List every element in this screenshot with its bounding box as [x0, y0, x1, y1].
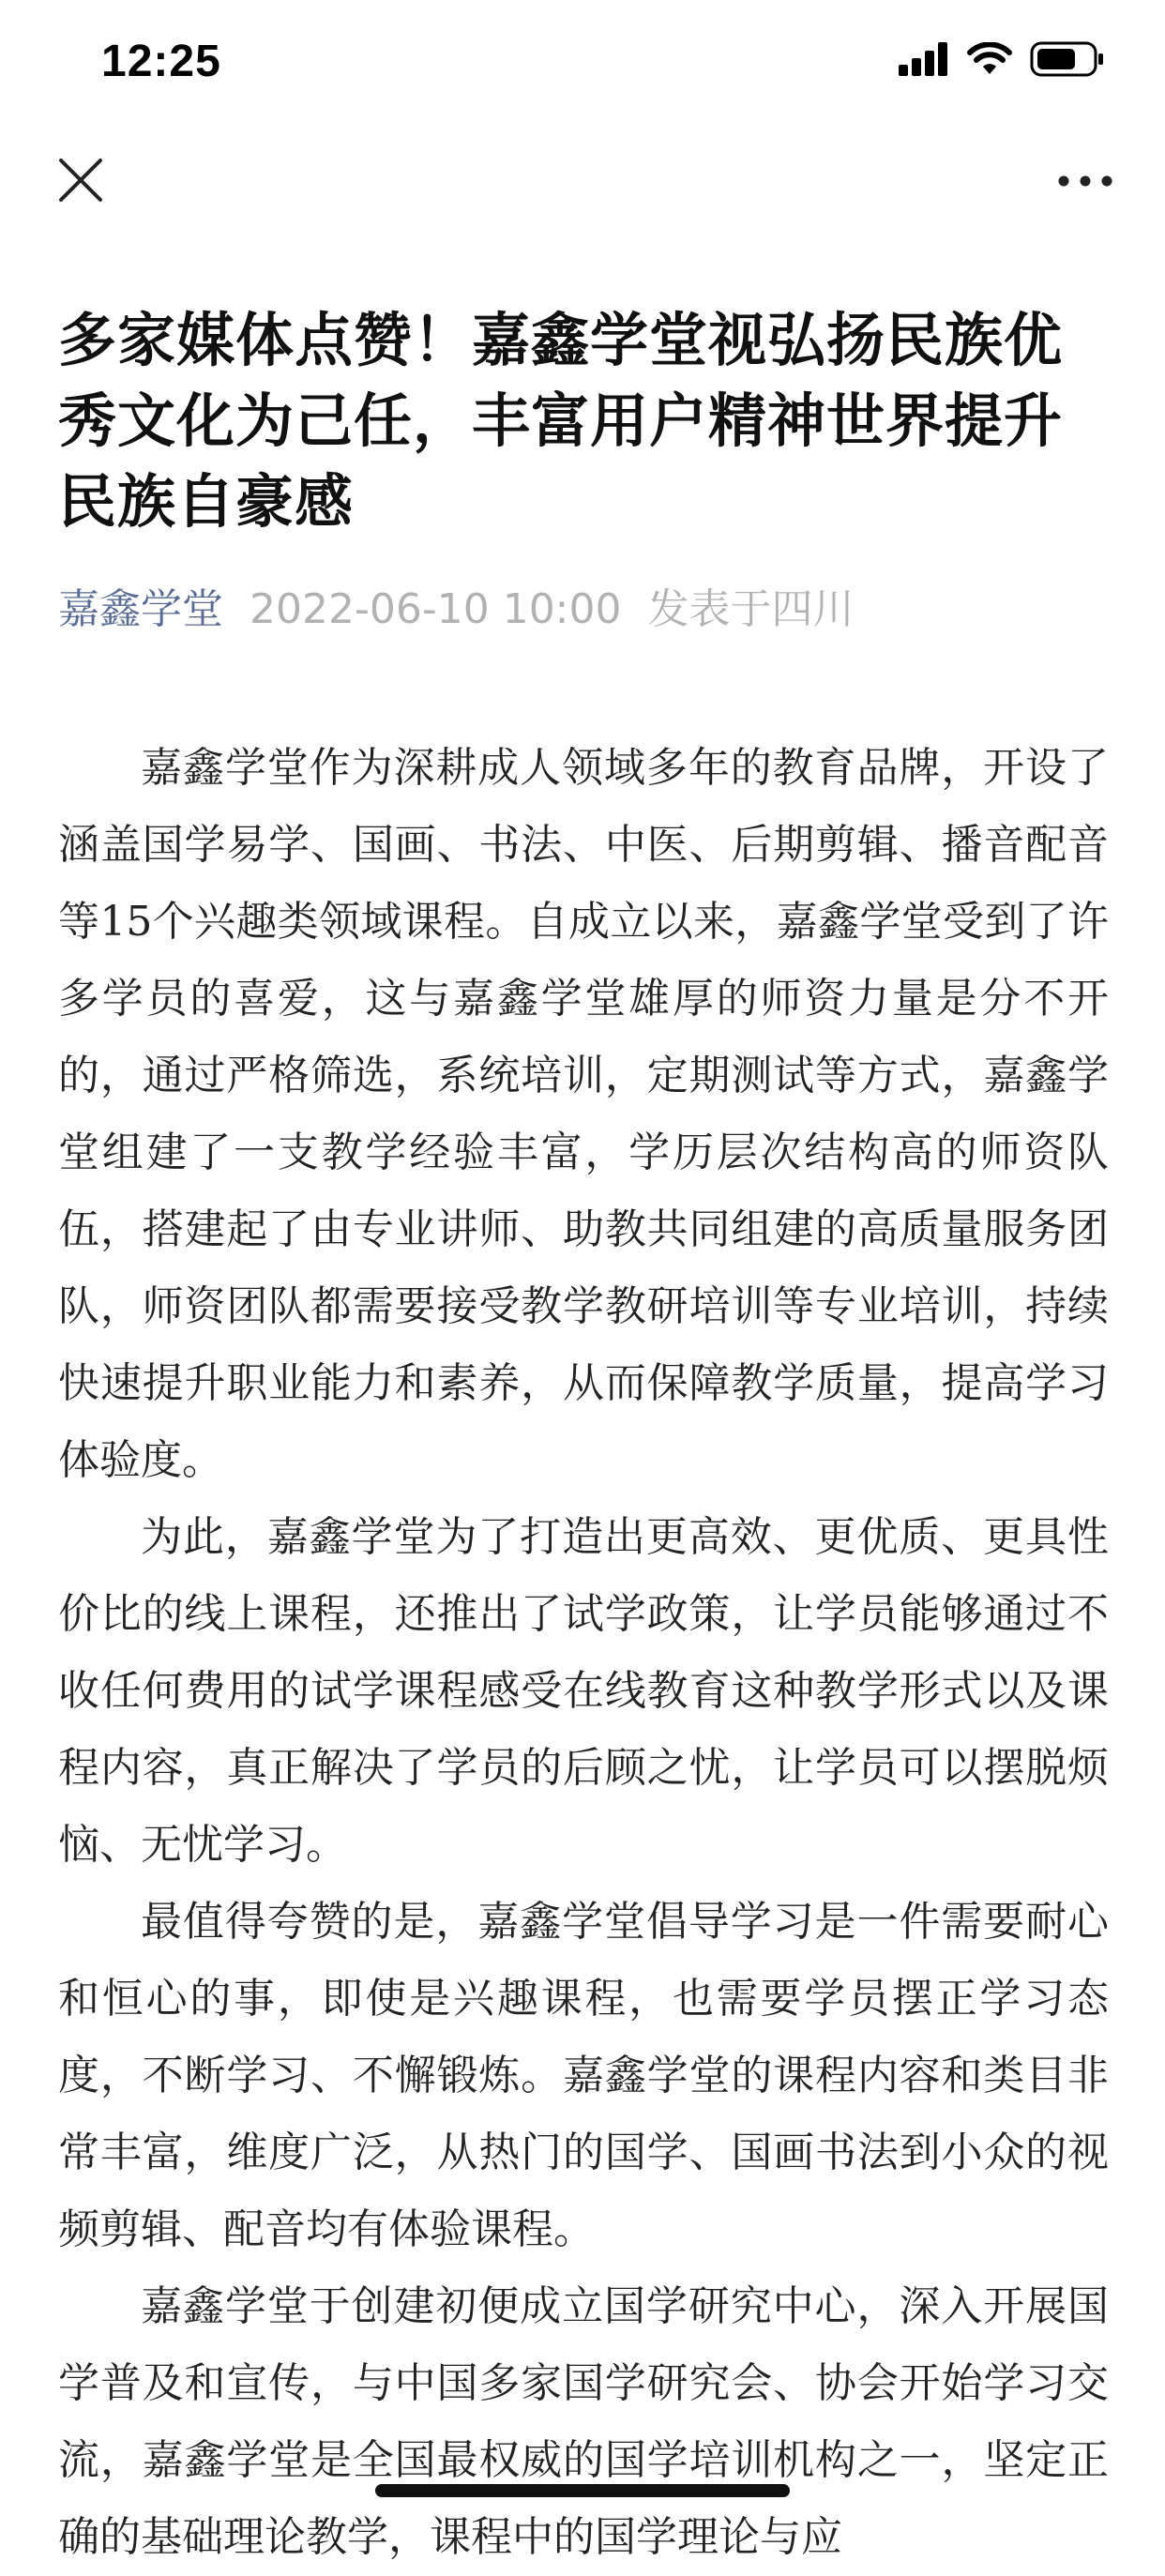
- wifi-icon: [966, 42, 1013, 80]
- status-bar: [0, 0, 1165, 126]
- more-options-button[interactable]: [1052, 154, 1118, 210]
- cellular-signal-icon: [899, 42, 949, 80]
- article-body: [58, 730, 1109, 2576]
- battery-icon: [1030, 41, 1105, 81]
- status-time: 12:25: [101, 37, 221, 86]
- article: [58, 300, 1109, 2576]
- publish-location: 发表于四川: [647, 585, 855, 633]
- publish-date: 2022-06-10 10:00: [250, 585, 622, 633]
- close-button[interactable]: [53, 154, 109, 210]
- paragraph-1: 嘉鑫学堂作为深耕成人领域多年的教育品牌，开设了涵盖国学易学、国画、书法、中医、后期剪辑、播音配音等15个兴趣类领域课程。自成立以来，嘉鑫学堂受到了许多学员的喜爱，这与嘉鑫学堂雄厚的师资力量是分不开的，通过严格筛选，系统培训，定期测试等方式，嘉鑫学堂组建了一支教学经验丰富，学历层次结构高的师资队伍，搭建起了由专业讲师、助教共同组建的高质量服务团队，师资团队都需要接受教学教研培训等专业培训，持续快速提升职业能力和素养，从而保障教学质量，提高学习体验度。: [58, 744, 1109, 1484]
- paragraph-3: 最值得夸赞的是，嘉鑫学堂倡导学习是一件需要耐心和恒心的事，即使是兴趣课程，也需要学员摆正学习态度，不断学习、不懈锻炼。嘉鑫学堂的课程内容和类目非常丰富，维度广泛，从热门的国学、国画书法到小众的视频剪辑、配音均有体验课程。: [58, 1898, 1109, 2253]
- paragraph-2: 为此，嘉鑫学堂为了打造出更高效、更优质、更具性价比的线上课程，还推出了试学政策，让学员能够通过不收任何费用的试学课程感受在线教育这种教学形式以及课程内容，真正解决了学员的后顾之忧，让学员可以摆脱烦恼、无忧学习。: [58, 1513, 1109, 1869]
- status-icons: [899, 41, 1105, 81]
- home-indicator[interactable]: [375, 2484, 790, 2497]
- article-title: 多家媒体点赞！嘉鑫学堂视弘扬民族优秀文化为己任，丰富用户精神世界提升民族自豪感: [58, 306, 1064, 536]
- article-meta: [58, 582, 1109, 638]
- paragraph-4: 嘉鑫学堂于创建初便成立国学研究中心，深入开展国学普及和宣传，与中国多家国学研究会、协会开始学习交流，嘉鑫学堂是全国最权威的国学培训机构之一，坚定正确的基础理论教学，课程中的国学理论与应: [58, 2282, 1109, 2561]
- more-icon: [1057, 174, 1113, 191]
- nav-bar: [0, 126, 1165, 248]
- close-icon: [57, 157, 104, 207]
- account-name-link[interactable]: 嘉鑫学堂: [58, 585, 223, 633]
